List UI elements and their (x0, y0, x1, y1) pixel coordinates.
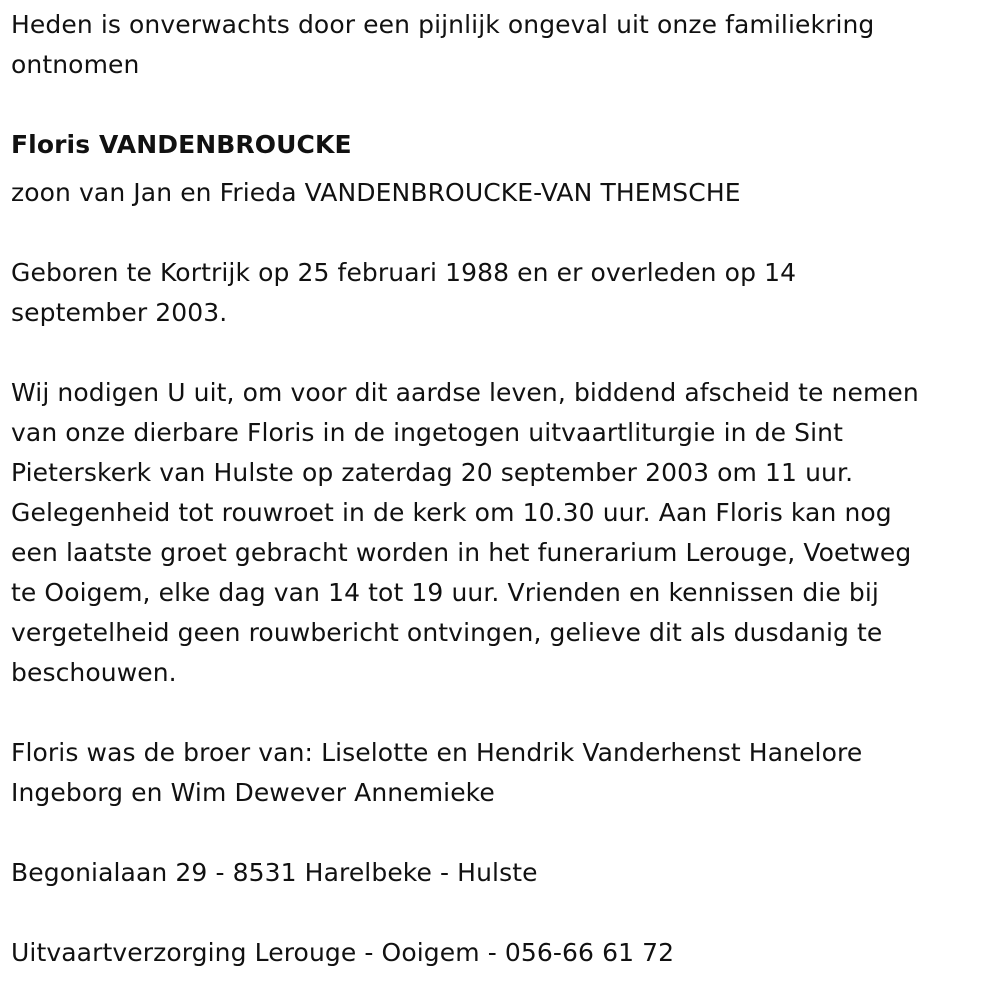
intro-line-1: Heden is onverwachts door een pijnlijk ongeval uit onze familiekring (11, 10, 875, 39)
invitation-line-1: Wij nodigen U uit, om voor dit aardse leven, biddend afscheid te nemen (11, 378, 919, 407)
funeral-home-line: Uitvaartverzorging Lerouge - Ooigem - 056-66 61 72 (11, 938, 675, 967)
birth-death-line-1: Geboren te Kortrijk op 25 februari 1988 en er overleden op 14 (11, 258, 797, 287)
intro-line-2: ontnomen (11, 50, 140, 79)
siblings-line-1: Floris was de broer van: Liselotte en Hendrik Vanderhenst Hanelore (11, 738, 863, 767)
invitation-line-4: Gelegenheid tot rouwroet in de kerk om 10.30 uur. Aan Floris kan nog (11, 498, 892, 527)
invitation-line-3: Pieterskerk van Hulste op zaterdag 20 september 2003 om 11 uur. (11, 458, 854, 487)
invitation-line-6: te Ooigem, elke dag van 14 tot 19 uur. Vrienden en kennissen die bij (11, 578, 879, 607)
invitation-line-7: vergetelheid geen rouwbericht ontvingen, gelieve dit als dusdanig te (11, 618, 883, 647)
invitation-line-5: een laatste groet gebracht worden in het funerarium Lerouge, Voetweg (11, 538, 912, 567)
siblings-line-2: Ingeborg en Wim Dewever Annemieke (11, 778, 495, 807)
invitation-line-8: beschouwen. (11, 658, 177, 687)
address-line: Begonialaan 29 - 8531 Harelbeke - Hulste (11, 858, 538, 887)
birth-death-line-2: september 2003. (11, 298, 228, 327)
parents-line: zoon van Jan en Frieda VANDENBROUCKE-VAN THEMSCHE (11, 178, 741, 207)
invitation-line-2: van onze dierbare Floris in de ingetogen uitvaartliturgie in de Sint (11, 418, 843, 447)
deceased-name: Floris VANDENBROUCKE (11, 130, 352, 159)
